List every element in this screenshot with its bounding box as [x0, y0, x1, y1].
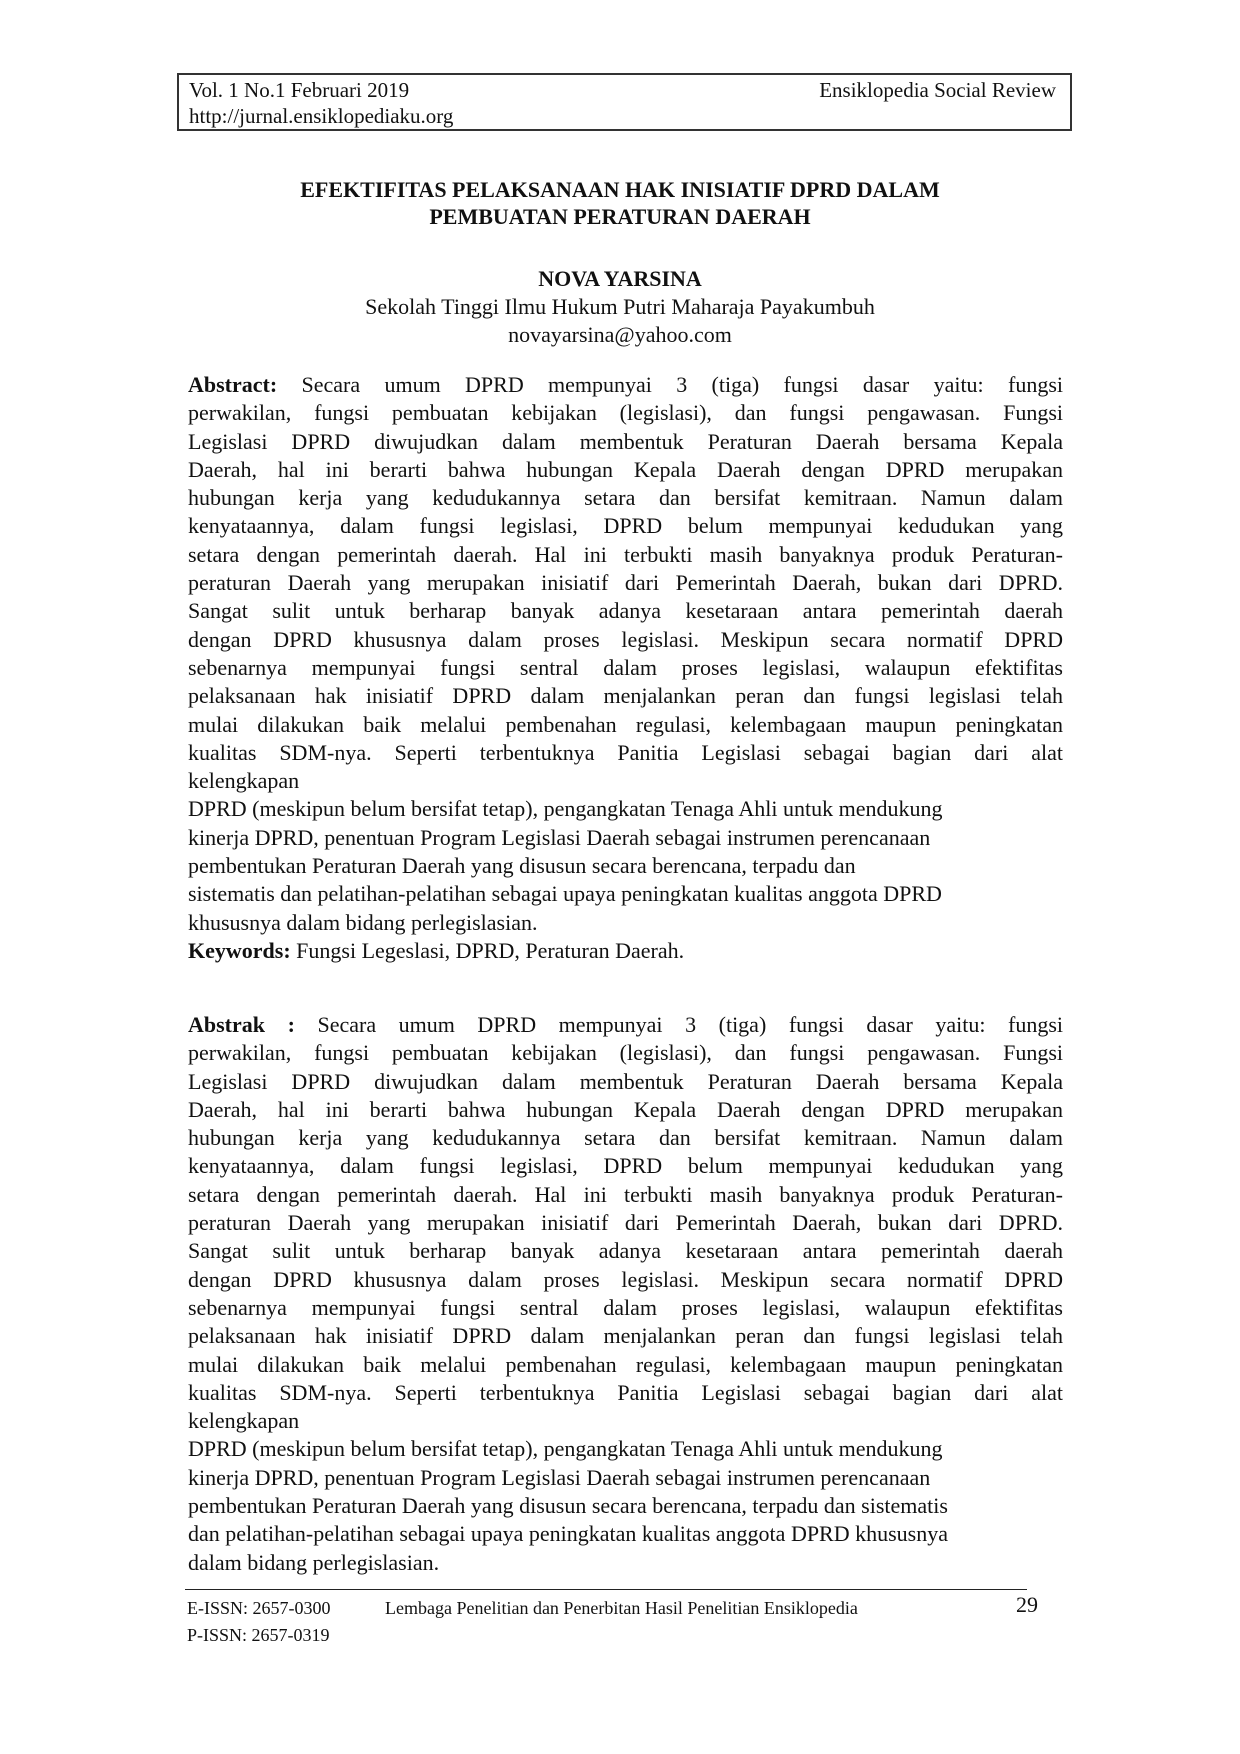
journal-name: Ensiklopedia Social Review — [819, 78, 1056, 102]
abstract-line: sebenarnya mempunyai fungsi sentral dalam proses legislasi, walaupun efektifitas — [188, 654, 1063, 680]
abstrak-line: perwakilan, fungsi pembuatan kebijakan (legislasi), dan fungsi pengawasan. Fungsi — [188, 1040, 1063, 1066]
keywords-label: Keywords: — [188, 937, 291, 963]
abstrak-line: kelengkapan — [188, 1408, 300, 1434]
abstract-line: mulai dilakukan baik melalui pembenahan regulasi, kelembagaan maupun peningkatan — [188, 711, 1063, 737]
abstract-line: khususnya dalam bidang perlegislasian. — [188, 909, 538, 935]
abstract-line: Abstract: Secara umum DPRD mempunyai 3 (tiga) fungsi dasar yaitu: fungsi — [188, 372, 1063, 397]
abstrak-line: pembentukan Peraturan Daerah yang disusun secara berencana, terpadu dan sistematis — [188, 1493, 948, 1519]
abstract-indonesian — [188, 1011, 1063, 1577]
page-number: 29 — [1016, 1592, 1038, 1617]
author-affiliation: Sekolah Tinggi Ilmu Hukum Putri Maharaja Payakumbuh — [365, 294, 875, 319]
abstract-line: kelengkapan — [188, 768, 300, 794]
footer-publisher: Lembaga Penelitian dan Penerbitan Hasil Penelitian Ensiklopedia — [385, 1598, 858, 1618]
author-email: novayarsina@yahoo.com — [508, 322, 732, 347]
abstrak-line: kinerja DPRD, penentuan Program Legislasi Daerah sebagai instrumen perencanaan — [188, 1464, 931, 1490]
title-line-1: EFEKTIFITAS PELAKSANAAN HAK INISIATIF DPRD DALAM — [300, 177, 940, 202]
abstrak-line: Daerah, hal ini berarti bahwa hubungan Kepala Daerah dengan DPRD merupakan — [188, 1096, 1063, 1122]
abstrak-line: kualitas SDM-nya. Seperti terbentuknya Panitia Legislasi sebagai bagian dari alat — [188, 1379, 1063, 1405]
abstrak-line: kenyataannya, dalam fungsi legislasi, DPRD belum mempunyai kedudukan yang — [188, 1153, 1063, 1179]
paper-title — [180, 176, 1060, 230]
abstract-line: pelaksanaan hak inisiatif DPRD dalam menjalankan peran dan fungsi legislasi telah — [188, 683, 1063, 709]
abstrak-line: sebenarnya mempunyai fungsi sentral dalam proses legislasi, walaupun efektifitas — [188, 1294, 1063, 1320]
abstract-line: DPRD (meskipun belum bersifat tetap), pengangkatan Tenaga Ahli untuk mendukung — [188, 796, 943, 822]
abstract-line: kinerja DPRD, penentuan Program Legislasi Daerah sebagai instrumen perencanaan — [188, 824, 931, 850]
abstract-english — [188, 371, 1063, 965]
abstract-line: peraturan Daerah yang merupakan inisiatif dari Pemerintah Daerah, bukan dari DPRD. — [188, 570, 1063, 596]
abstract-label: Abstract: — [188, 372, 278, 397]
title-line-2: PEMBUATAN PERATURAN DAERAH — [429, 204, 811, 229]
abstract-line: kenyataannya, dalam fungsi legislasi, DPRD belum mempunyai kedudukan yang — [188, 513, 1063, 539]
abstrak-line: dan pelatihan-pelatihan sebagai upaya peningkatan kualitas anggota DPRD khususnya — [188, 1521, 949, 1547]
abstract-line: setara dengan pemerintah daerah. Hal ini terbukti masih banyaknya produk Peraturan- — [188, 541, 1063, 567]
abstrak-label: Abstrak : — [188, 1012, 295, 1037]
abstrak-line: Legislasi DPRD diwujudkan dalam membentuk Peraturan Daerah bersama Kepala — [188, 1068, 1063, 1094]
abstrak-line: dengan DPRD khususnya dalam proses legislasi. Meskipun secara normatif DPRD — [188, 1266, 1063, 1292]
abstrak-line: hubungan kerja yang kedudukannya setara dan bersifat kemitraan. Namun dalam — [188, 1125, 1063, 1151]
abstract-line: Sangat sulit untuk berharap banyak adanya kesetaraan antara pemerintah daerah — [188, 598, 1063, 624]
abstract-line: Legislasi DPRD diwujudkan dalam membentuk Peraturan Daerah bersama Kepala — [188, 428, 1063, 454]
abstrak-line: mulai dilakukan baik melalui pembenahan regulasi, kelembagaan maupun peningkatan — [188, 1351, 1063, 1377]
abstrak-line: Sangat sulit untuk berharap banyak adanya kesetaraan antara pemerintah daerah — [188, 1238, 1063, 1264]
abstrak-line: pelaksanaan hak inisiatif DPRD dalam menjalankan peran dan fungsi legislasi telah — [188, 1323, 1063, 1349]
journal-url: http://jurnal.ensiklopediaku.org — [189, 104, 454, 128]
volume-info: Vol. 1 No.1 Februari 2019 — [189, 78, 410, 102]
abstract-line: Daerah, hal ini berarti bahwa hubungan Kepala Daerah dengan DPRD merupakan — [188, 456, 1063, 482]
keywords-text: Fungsi Legeslasi, DPRD, Peraturan Daerah. — [290, 937, 685, 963]
abstrak-line: Abstrak : Secara umum DPRD mempunyai 3 (tiga) fungsi dasar yaitu: fungsi — [188, 1012, 1064, 1037]
abstract-line: dengan DPRD khususnya dalam proses legislasi. Meskipun secara normatif DPRD — [188, 626, 1063, 652]
abstract-line: pembentukan Peraturan Daerah yang disusun secara berencana, terpadu dan — [188, 853, 856, 879]
abstract-line: hubungan kerja yang kedudukannya setara dan bersifat kemitraan. Namun dalam — [188, 485, 1063, 511]
abstrak-line: peraturan Daerah yang merupakan inisiatif dari Pemerintah Daerah, bukan dari DPRD. — [188, 1210, 1063, 1236]
footer-eissn: E-ISSN: 2657-0300 — [187, 1598, 331, 1618]
author-name: NOVA YARSINA — [538, 266, 702, 291]
keywords-line — [188, 937, 1063, 965]
abstract-line: sistematis dan pelatihan-pelatihan sebagai upaya peningkatan kualitas anggota DPRD — [188, 881, 942, 907]
abstract-line: kualitas SDM-nya. Seperti terbentuknya Panitia Legislasi sebagai bagian dari alat — [188, 739, 1063, 765]
abstrak-line: DPRD (meskipun belum bersifat tetap), pengangkatan Tenaga Ahli untuk mendukung — [188, 1436, 943, 1462]
abstrak-line: setara dengan pemerintah daerah. Hal ini terbukti masih banyaknya produk Peraturan- — [188, 1181, 1063, 1207]
footer-divider — [185, 1589, 1027, 1590]
abstrak-line: dalam bidang perlegislasian. — [188, 1549, 440, 1575]
journal-header-box — [177, 73, 1072, 131]
abstract-line: perwakilan, fungsi pembuatan kebijakan (legislasi), dan fungsi pengawasan. Fungsi — [188, 400, 1063, 426]
footer-pissn: P-ISSN: 2657-0319 — [187, 1625, 330, 1645]
